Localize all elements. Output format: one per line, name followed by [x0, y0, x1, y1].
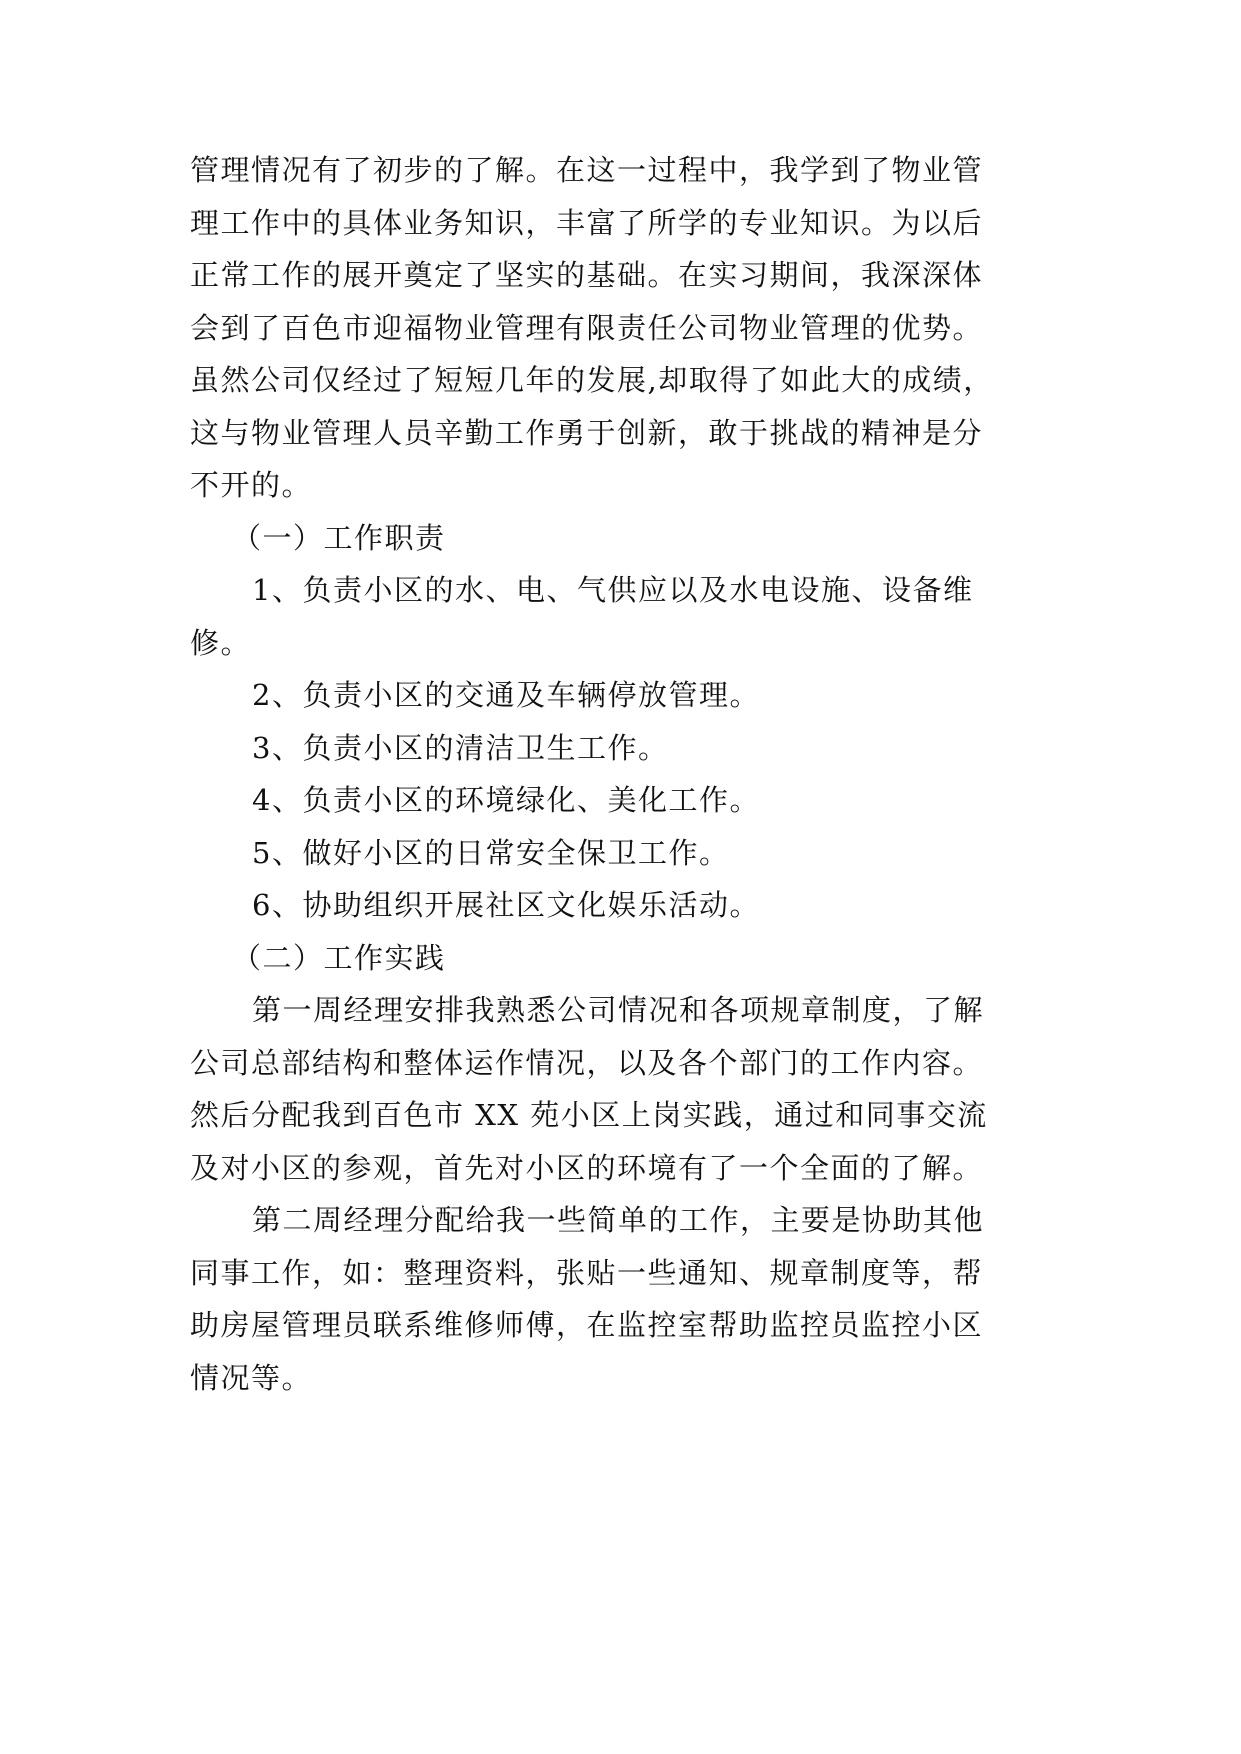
list-item: 6、协助组织开展社区文化娱乐活动。 — [252, 888, 760, 922]
text-line: 理工作中的具体业务知识，丰富了所学的专业知识。为以后 — [190, 205, 984, 240]
section-heading-practice: （二）工作实践 — [232, 940, 446, 975]
text-line: 及对小区的参观，首先对小区的环境有了一个全面的了解。 — [190, 1150, 984, 1185]
text-line: 管理情况有了初步的了解。在这一过程中，我学到了物业管 — [190, 153, 984, 187]
list-item: 3、负责小区的清洁卫生工作。 — [252, 730, 669, 765]
text-line: 第一周经理安排我熟悉公司情况和各项规章制度，了解 — [252, 993, 985, 1027]
list-item: 2、负责小区的交通及车辆停放管理。 — [252, 678, 760, 712]
text-line: 正常工作的展开奠定了坚实的基础。在实习期间，我深深体 — [190, 258, 984, 292]
text-line: 公司总部结构和整体运作情况，以及各个部门的工作内容。 — [190, 1045, 984, 1080]
intro-paragraph — [190, 144, 1090, 512]
week1-paragraph — [190, 984, 1090, 1194]
section-heading-duties: （一）工作职责 — [232, 520, 446, 555]
text-line: 会到了百色市迎福物业管理有限责任公司物业管理的优势。 — [190, 310, 984, 345]
text-line: 第二周经理分配给我一些简单的工作，主要是协助其他 — [252, 1203, 985, 1237]
text-line: 这与物业管理人员辛勤工作勇于创新，敢于挑战的精神是分 — [190, 415, 984, 450]
text-line: 然后分配我到百色市 XX 苑小区上岗实践，通过和同事交流 — [190, 1098, 988, 1132]
week2-paragraph — [190, 1194, 1090, 1404]
text-line: 虽然公司仅经过了短短几年的发展,却取得了如此大的成绩， — [190, 363, 994, 397]
text-line: 情况等。 — [190, 1360, 313, 1395]
document-page — [190, 144, 1090, 1404]
list-item: 1、负责小区的水、电、气供应以及水电设施、设备维 — [252, 573, 974, 607]
text-line: 同事工作，如：整理资料，张贴一些通知、规章制度等，帮 — [190, 1255, 984, 1290]
list-item-continuation: 修。 — [190, 625, 252, 660]
list-item: 4、负责小区的环境绿化、美化工作。 — [252, 783, 760, 817]
text-line: 不开的。 — [190, 468, 313, 502]
list-item: 5、做好小区的日常安全保卫工作。 — [252, 835, 730, 870]
text-line: 助房屋管理员联系维修师傅，在监控室帮助监控员监控小区 — [190, 1308, 984, 1342]
duties-list — [190, 564, 1090, 932]
